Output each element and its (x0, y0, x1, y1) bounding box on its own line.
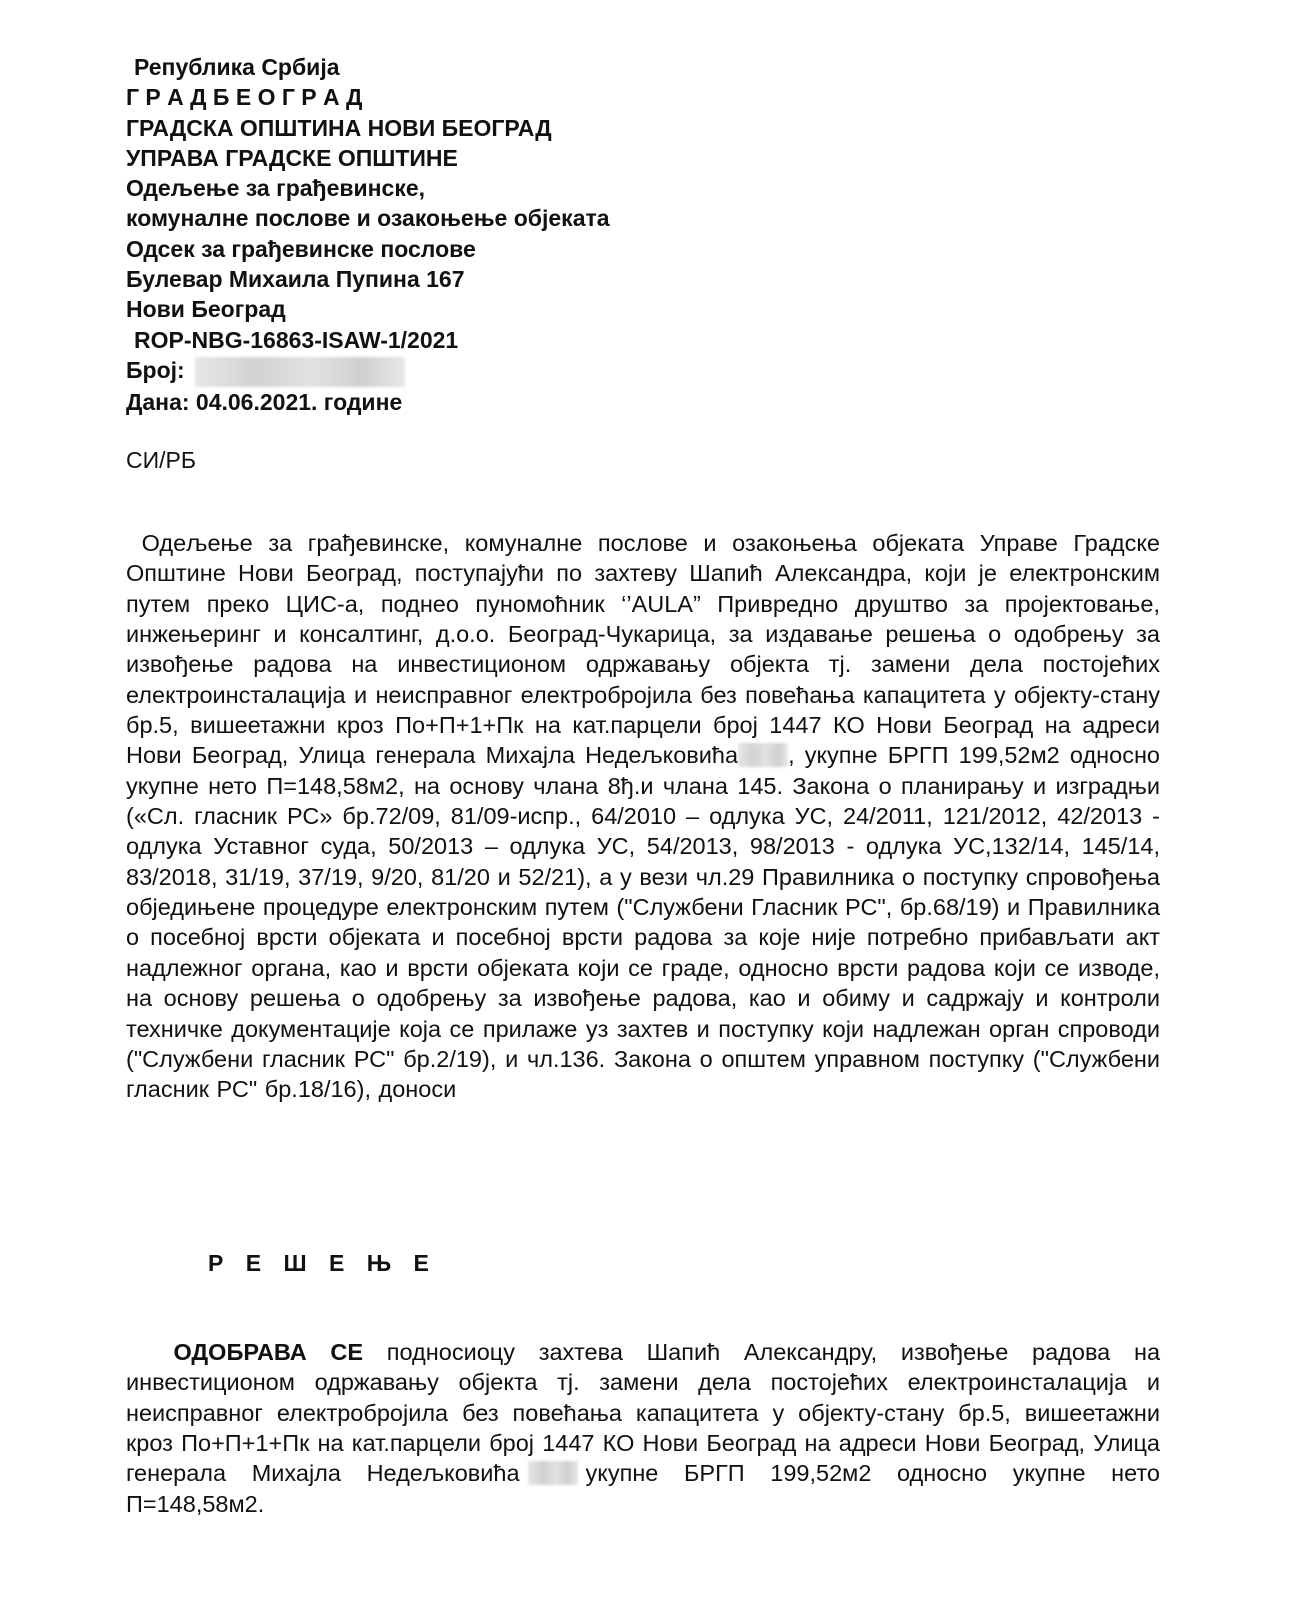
place-line: Нови Београд (126, 296, 286, 323)
date-line: Дана: 04.06.2021. године (126, 388, 403, 415)
address-line: Булевар Михаила Пупина 167 (126, 266, 465, 293)
decision-paragraph (126, 1337, 1160, 1519)
document-number-line (126, 355, 826, 387)
administration-line: УПРАВА ГРАДСКЕ ОПШТИНЕ (126, 144, 458, 171)
department-line-2: комуналне послове и озакоњење објеката (126, 205, 610, 232)
document-header (126, 52, 826, 417)
redacted-number (195, 357, 405, 387)
section-line: Одсек за грађевинске послове (126, 235, 476, 262)
municipality-line: ГРАДСКА ОПШТИНА НОВИ БЕОГРАД (126, 114, 552, 141)
document-number-label: Број: (126, 356, 185, 383)
intro-text-part-1: Одељење за грађевинске, комуналне послове и озакоњења објеката Управе Градске Општине Нови Београд, поступајући по захтеву Шапић Александра, који је електронским путем преко ЦИС-а, поднео пуномоћник ‘’AULA” Привредно друштво за пројектовање, инжењеринг и консалтинг, д.о.о. Београд-Чукарица, за издавање решења о одобрењу за извођење радова на инвестиционом одржавању објекта тј. замени дела постојећих електроинсталација и неисправног електробројила без повећања капацитета у објекту-стану бр.5, вишеетажни кроз По+П+1+Пк на кат.парцели број 1447 КО Нови Београд на адреси Нови Београд, Улица генерала Михајла Недељковића (126, 530, 1161, 769)
decision-title: Р Е Ш Е Њ Е (208, 1250, 437, 1276)
decision-lead: ОДОБРАВА СЕ (173, 1339, 364, 1365)
reference-initials: СИ/РБ (126, 447, 196, 473)
intro-paragraph (126, 528, 1160, 1105)
decision-text-part-1: подносиоцу захтева Шапић Александру, извођење радова на инвестиционом одржавању објекта тј. замени дела постојећих електроинсталација и неисправног електробројила без повећања капацитета у објекту-стану бр.5, вишеетажни кроз По+П+1+Пк на кат.парцели број 1447 КО Нови Београд на адреси Нови Београд, Улица генерала Михајла Недељковића (126, 1339, 1161, 1487)
department-line-1: Одељење за грађевинске, (126, 175, 426, 202)
rop-number: ROP-NBG-16863-ISAW-1/2021 (134, 326, 459, 353)
redacted-house-number-2 (528, 1461, 578, 1485)
city-line: Г Р А Д Б Е О Г Р А Д (126, 84, 363, 111)
redacted-house-number (738, 743, 788, 767)
republic-line: Република Србија (134, 54, 340, 80)
intro-text-part-2: , укупне БРГП 199,52м2 односно укупне нето П=148,58м2, на основу члана 8ђ.и члана 145. Закона о планирању и изградњи («Сл. гласник РС» бр.72/09, 81/09-испр., 64/2010 – одлука УС, 24/2011, 121/2012, 42/2013 - одлука Уставног суда, 50/2013 – одлука УС, 54/2013, 98/2013 - одлука УС,132/14, 145/14, 83/2018, 31/19, 37/19, 9/20, 81/20 и 52/21), а у вези чл.29 Правилника о поступку спровођења обједињене процедуре електронским путем ("Службени Гласник РС", бр.68/19) и Правилника о посебној врсти објеката и посебној врсти радова за које није потребно прибављати акт надлежног органа, као и врсти објеката који се граде, односно врсти радова који се изводе, на основу решења о одобрењу за извођење радова, као и обиму и садржају и контроли техничке документације која се прилаже уз захтев и поступку који надлежан орган спроводи ("Службени гласник РС" бр.2/19), и чл.136. Закона о општем управном поступку ("Службени гласник РС" бр.18/16), доноси (126, 742, 1161, 1103)
decision-text-part-2: укупне БРГП 199,52м2 односно укупне нето П=148,58м2. (126, 1460, 1160, 1517)
